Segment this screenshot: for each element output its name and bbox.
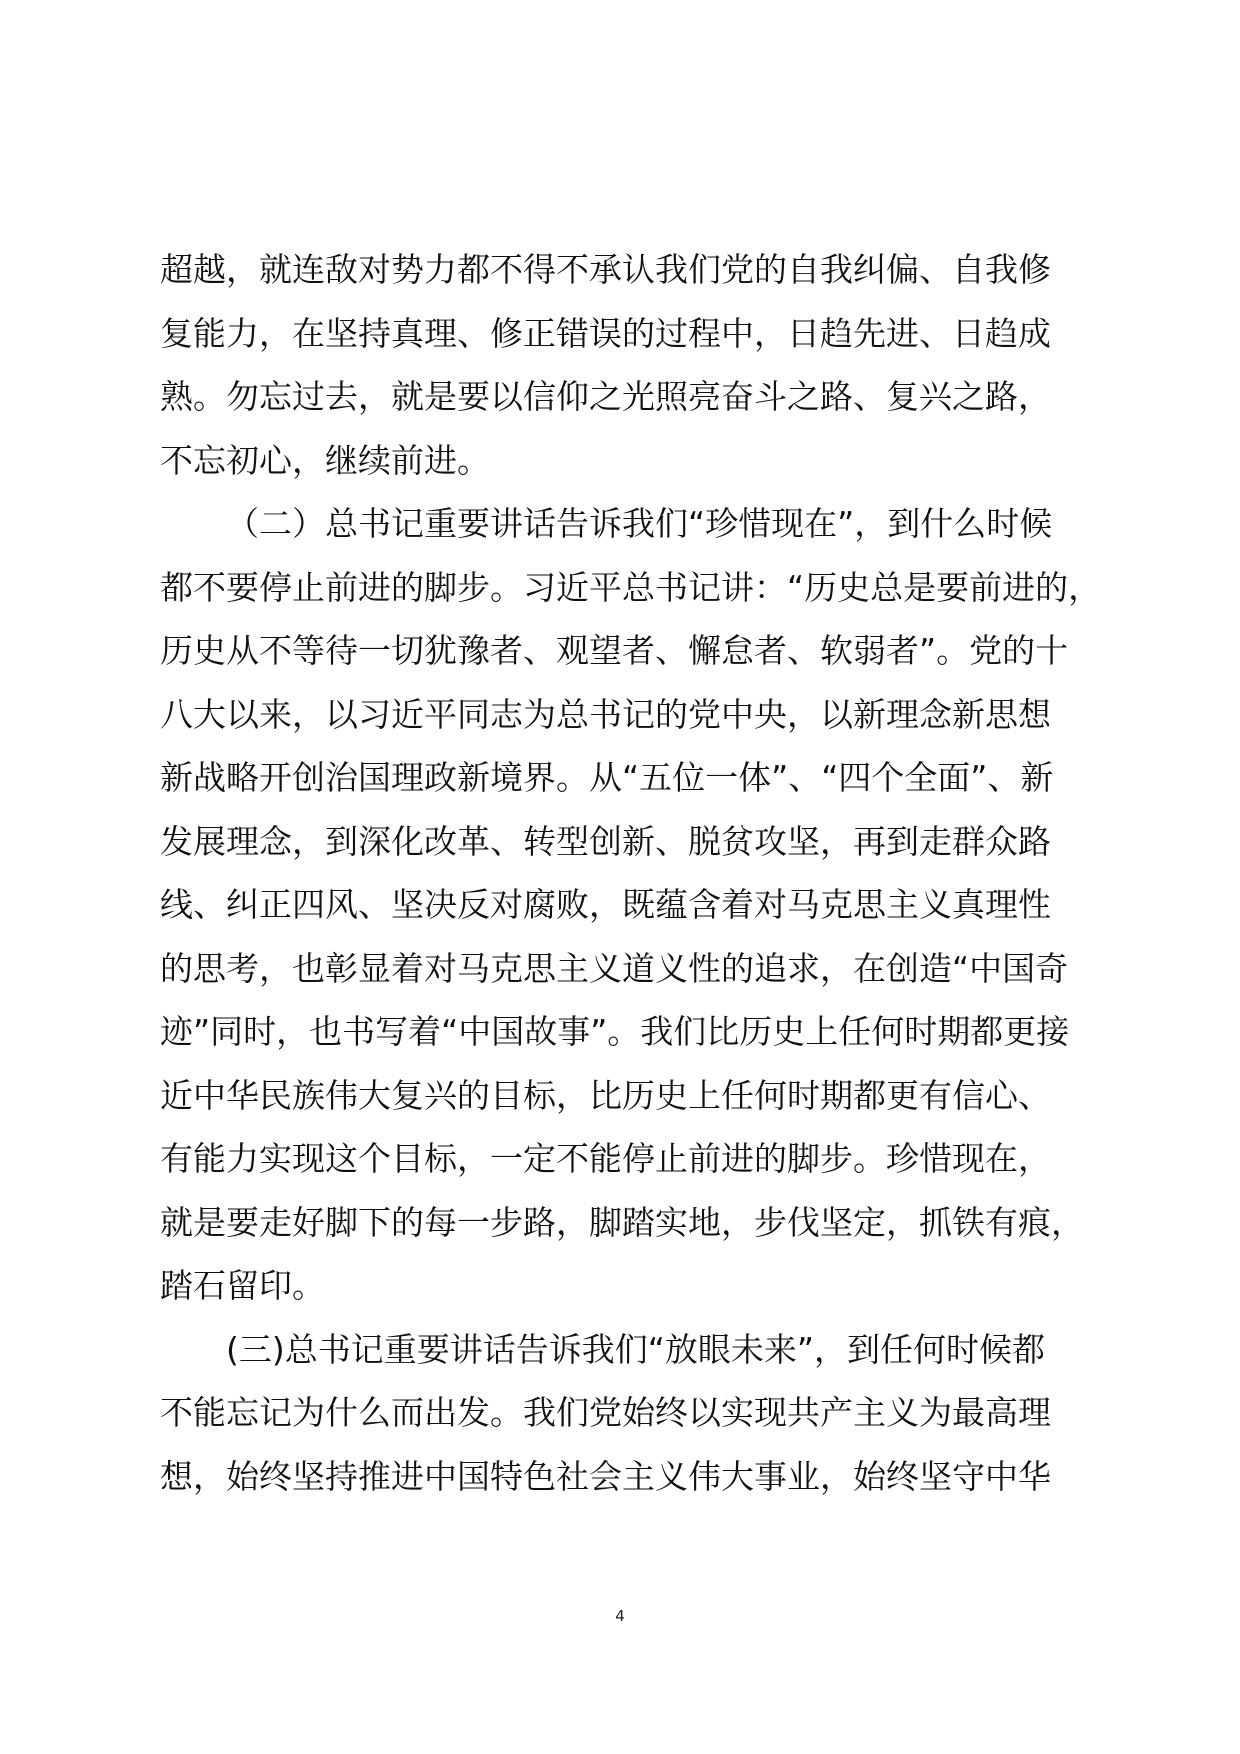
text-line: 历史从不等待一切犹豫者、观望者、懈怠者、软弱者”。党的十 — [160, 631, 1069, 670]
text-line: 想，始终坚持推进中国特色社会主义伟大事业，始终坚守中华 — [160, 1456, 1051, 1496]
text-line: 熟。勿忘过去，就是要以信仰之光照亮奋斗之路、复兴之路， — [160, 377, 1051, 416]
text-line: 不忘初心，继续前进。 — [160, 440, 490, 480]
text-line: 不能忘记为什么而出发。我们党始终以实现共产主义为最高理 — [160, 1393, 1051, 1432]
text-line: 发展理念，到深化改革、转型创新、脱贫攻坚，再到走群众路 — [160, 821, 1051, 861]
text-line: 新战略开创治国理政新境界。从“五位一体”、“四个全面”、新 — [160, 758, 1054, 797]
text-line: 八大以来，以习近平同志为总书记的党中央，以新理念新思想 — [160, 694, 1051, 734]
text-line: 有能力实现这个目标，一定不能停止前进的脚步。珍惜现在， — [160, 1139, 1051, 1178]
text-line: 迹”同时，也书写着“中国故事”。我们比历史上任何时期都更接 — [160, 1012, 1070, 1051]
text-line: 线、纠正四风、坚决反对腐败，既蕴含着对马克思主义真理性 — [160, 885, 1051, 924]
text-line: 的思考，也彰显着对马克思主义道义性的追求，在创造“中国奇 — [160, 948, 1069, 988]
text-line: 就是要走好脚下的每一步路，脚踏实地，步伐坚定，抓铁有痕， — [160, 1202, 1084, 1242]
body-text — [160, 238, 1120, 1508]
text-line: 超越，就连敌对势力都不得不承认我们党的自我纠偏、自我修 — [160, 250, 1051, 289]
text-line: 近中华民族伟大复兴的目标，比历史上任何时期都更有信心、 — [160, 1075, 1051, 1115]
section-three-heading-line: (三)总书记重要讲话告诉我们“放眼未来”，到任何时候都 — [226, 1329, 1045, 1369]
text-line: 复能力，在坚持真理、修正错误的过程中，日趋先进、日趋成 — [160, 313, 1051, 353]
section-two-heading-line: （二）总书记重要讲话告诉我们“珍惜现在”，到什么时候 — [226, 504, 1053, 543]
page-number: 4 — [615, 1607, 625, 1625]
text-line: 踏石留印。 — [160, 1266, 325, 1305]
text-line: 都不要停止前进的脚步。习近平总书记讲：“历史总是要前进的， — [160, 567, 1102, 607]
